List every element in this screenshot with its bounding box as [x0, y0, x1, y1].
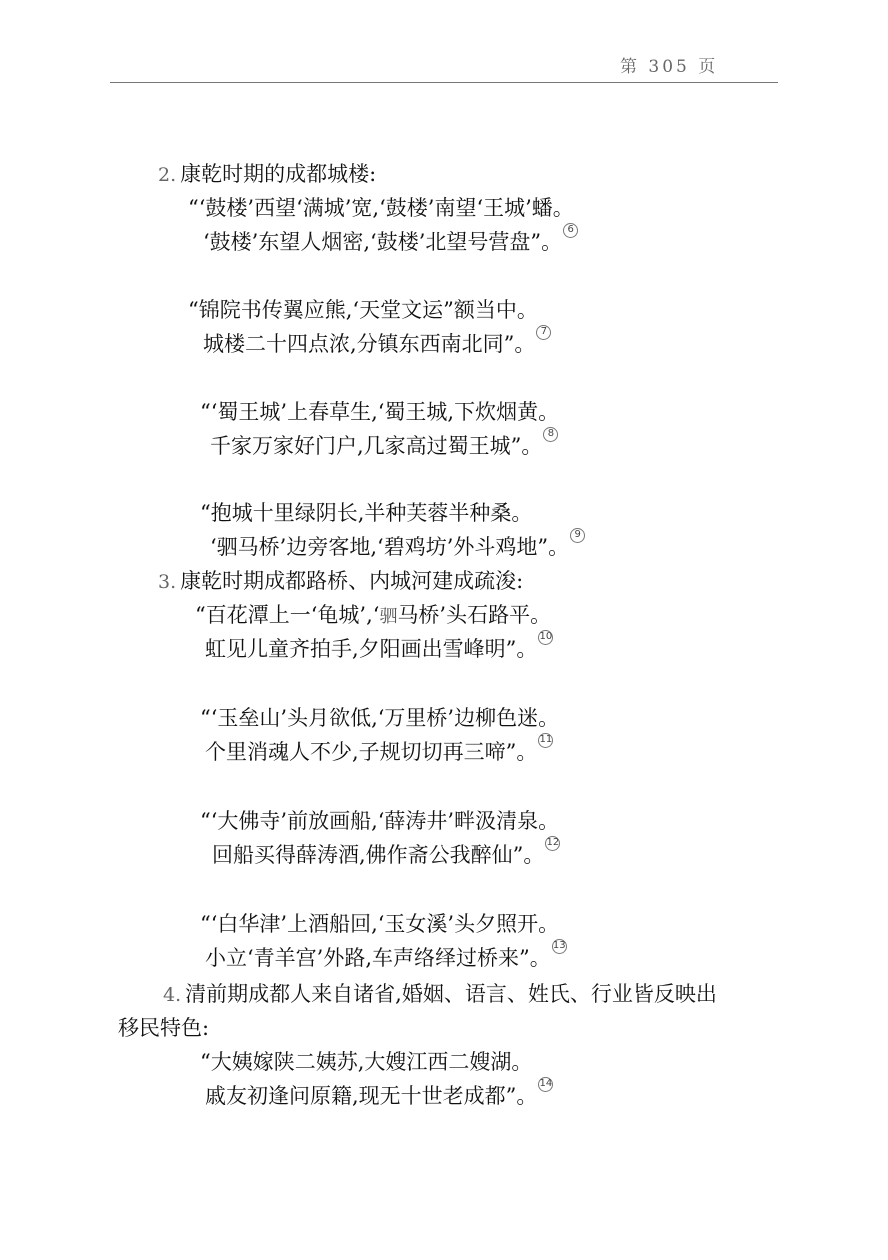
- poem-line-text: 马桥’头石路平。: [397, 603, 552, 627]
- section-number: 3.: [158, 571, 177, 593]
- section-number: 4.: [163, 984, 182, 1006]
- footnote-marker: 11: [538, 733, 553, 748]
- footnote-marker: 6: [563, 223, 578, 238]
- poem-line: “‘玉垒山’头月欲低,‘万里桥’边柳色迷。: [200, 706, 560, 730]
- poem-line: “大姨嫁陕二姨苏,大嫂江西二嫂湖。: [200, 1050, 533, 1074]
- section-heading-2: [158, 161, 376, 188]
- poem-line: [212, 837, 560, 868]
- poem-line-text: ‘鼓楼’东望人烟密,‘鼓楼’北望号营盘”。: [203, 230, 563, 254]
- poem-line: [203, 326, 551, 357]
- poem-line: “‘鼓楼’西望‘满城’宽,‘鼓楼’南望‘王城’蟠。: [188, 196, 574, 220]
- page-header: [0, 52, 888, 76]
- poem-line-text: 千家万家好门户,几家高过蜀王城”。: [210, 434, 543, 458]
- footnote-marker: 9: [570, 528, 585, 543]
- section-title: 清前期成都人来自诸省,婚姻、语言、姓氏、行业皆反映出: [185, 982, 717, 1006]
- odd-glyph: 驷: [379, 606, 398, 627]
- section-title-continued: 移民特色:: [118, 1016, 210, 1040]
- poem-line: “‘大佛寺’前放画船,‘薛涛井’畔汲清泉。: [200, 809, 560, 833]
- poem-line: [210, 428, 558, 459]
- footnote-marker: 10: [538, 630, 553, 645]
- poem-line-text: 虹见儿童齐拍手,夕阳画出雪峰明”。: [205, 637, 538, 661]
- footnote-marker: 8: [543, 427, 558, 442]
- poem-line: “‘蜀王城’上春草生,‘蜀王城,下炊烟黄。: [200, 400, 560, 424]
- poem-line: [195, 602, 551, 630]
- poem-line: “‘白华津’上酒船回,‘玉女溪’头夕照开。: [200, 912, 560, 936]
- section-heading-3: [158, 568, 523, 595]
- footnote-marker: 13: [552, 939, 567, 954]
- poem-line-text: 回船买得薛涛酒,佛作斋公我醉仙”。: [212, 843, 545, 867]
- poem-line-text: “百花潭上一‘龟城’,‘: [195, 603, 380, 627]
- footnote-marker: 12: [545, 836, 560, 851]
- poem-line: “抱城十里绿阴长,半种芙蓉半种桑。: [200, 501, 533, 525]
- section-number: 2.: [158, 164, 177, 186]
- poem-line: [205, 940, 567, 971]
- poem-line: [210, 529, 585, 560]
- page-number-label: 第 305 页: [620, 57, 719, 77]
- footnote-marker: 7: [536, 325, 551, 340]
- poem-line: [205, 631, 553, 662]
- poem-line-text: 戚友初逢问原籍,现无十世老成都”。: [205, 1084, 538, 1108]
- poem-line: [203, 224, 578, 255]
- section-heading-4: [163, 981, 717, 1008]
- poem-line-text: 个里消魂人不少,子规切切再三啼”。: [205, 740, 538, 764]
- section-title: 康乾时期的成都城楼:: [180, 162, 377, 186]
- poem-line: [205, 734, 553, 765]
- poem-line-text: 小立‘青羊宫’外路,车声络绎过桥来”。: [205, 946, 551, 970]
- poem-line-text: ‘驷马桥’边旁客地,‘碧鸡坊’外斗鸡地”。: [210, 535, 570, 559]
- footnote-marker: 14: [538, 1077, 553, 1092]
- poem-line: “锦院书传翼应熊,‘天堂文运”额当中。: [188, 298, 538, 322]
- poem-line: [205, 1078, 553, 1109]
- poem-line-text: 城楼二十四点浓,分镇东西南北同”。: [203, 332, 536, 356]
- header-rule: [110, 82, 778, 83]
- section-title: 康乾时期成都路桥、内城河建成疏浚:: [180, 569, 524, 593]
